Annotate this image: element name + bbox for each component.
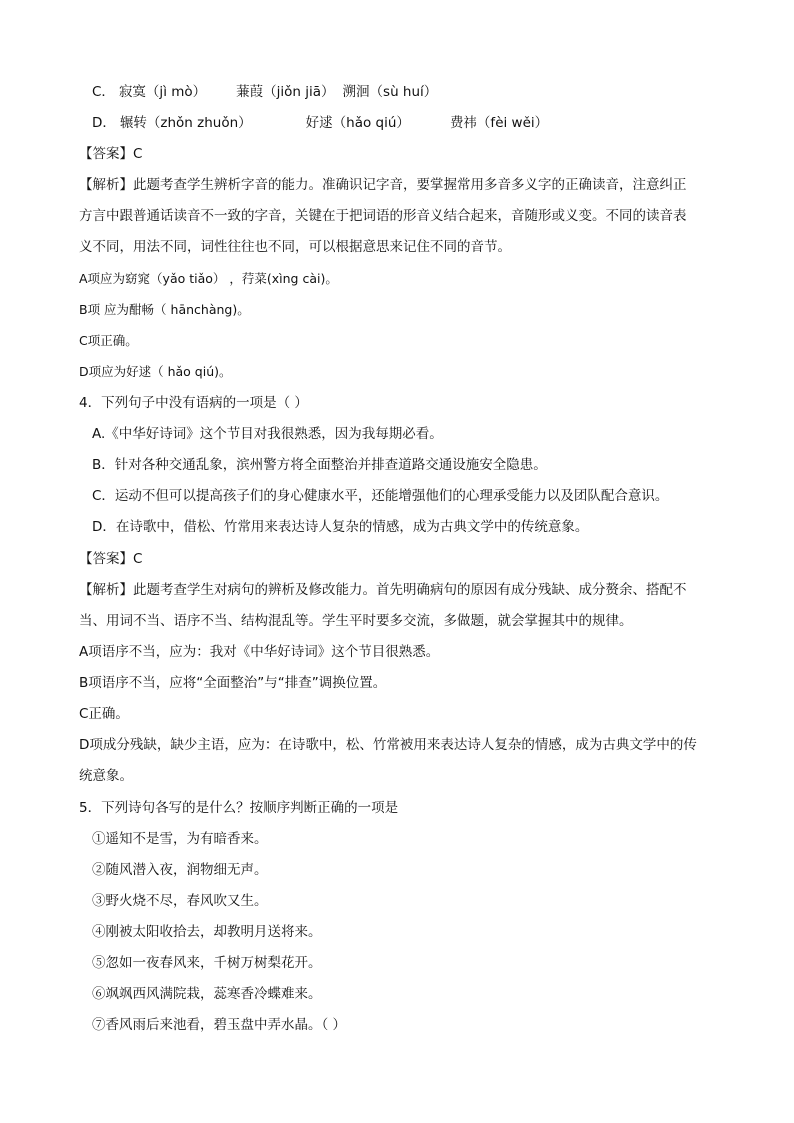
- q5-poem-3: ③野火烧不尽，春风吹又生。: [92, 893, 268, 909]
- q5-poem-5: ⑤忽如一夜春风来，千树万树梨花开。: [92, 955, 322, 971]
- q4-explain-b: B项语序不当，应将“全面整治”与“排查”调换位置。: [79, 675, 387, 691]
- q4-explain-c: C正确。: [79, 706, 129, 722]
- q5-poem-2: ②随风潜入夜，润物细无声。: [92, 862, 268, 878]
- q3-explain-a: A项应为窈窕（yǎo tiǎo） ，荇菜(xìng cài)。: [79, 271, 338, 286]
- q3-option-c-label: C．: [92, 84, 115, 100]
- q4-option-c: C．运动不但可以提高孩子们的身心健康水平，还能增强他们的心理承受能力以及团队配合意识。: [92, 488, 669, 504]
- q4-option-b: B．针对各种交通乱象，滨州警方将全面整治并排查道路交通设施安全隐患。: [92, 457, 547, 473]
- q5-poem-6: ⑥飒飒西风满院栽，蕊寒香冷蝶难来。: [92, 986, 322, 1002]
- q5-poem-4: ④刚被太阳收拾去，却教明月送将来。: [92, 924, 322, 940]
- q3-option-d-word-1: 辗转（zhǒn zhuǒn）: [119, 115, 252, 131]
- q4-explain-d-line-1: D项成分残缺，缺少主语，应为：在诗歌中，松、竹常被用来表达诗人复杂的情感，成为古典文学中的传: [79, 737, 697, 753]
- q3-option-d-word-2: 好逑（hǎo qiú）: [305, 115, 410, 131]
- q5-poem-7: ⑦香风雨后来池看，碧玉盘中弄水晶。（ ）: [92, 1017, 347, 1033]
- q3-analysis-line-3: 义不同，用法不同，词性往往也不同，可以根据意思来记住不同的音节。: [79, 239, 511, 255]
- q3-option-d: [92, 113, 548, 133]
- q4-explain-a: A项语序不当，应为：我对《中华好诗词》这个节目很熟悉。: [79, 644, 440, 660]
- q4-option-d: D．在诗歌中，借松、竹常用来表达诗人复杂的情感，成为古典文学中的传统意象。: [92, 519, 589, 535]
- q4-option-a: A.《中华好诗词》这个节目对我很熟悉，因为我每期必看。: [92, 426, 443, 442]
- q4-analysis-line-2: 当、用词不当、语序不当、结构混乱等。学生平时要多交流，多做题，就会掌握其中的规律。: [79, 613, 633, 629]
- q3-option-d-label: D．: [92, 115, 116, 131]
- q3-option-c-word-1: 寂寞（jì mò）: [118, 84, 207, 100]
- q4-question: 4．下列句子中没有语病的一项是（ ）: [79, 395, 308, 411]
- q3-option-c: [92, 82, 437, 102]
- q5-question: 5．下列诗句各写的是什么？按顺序判断正确的一项是: [79, 800, 399, 816]
- q3-option-d-word-3: 费祎（fèi wěi）: [449, 115, 549, 131]
- q3-explain-d: D项应为好逑（ hǎo qiú)。: [79, 364, 232, 379]
- q4-analysis-line-1: 【解析】此题考查学生对病句的辨析及修改能力。首先明确病句的原因有成分残缺、成分赘余、搭配不: [79, 582, 687, 598]
- q4-answer: 【答案】C: [79, 551, 143, 567]
- q3-answer: 【答案】C: [79, 146, 143, 162]
- q3-analysis-line-2: 方言中跟普通话读音不一致的字音，关键在于把词语的形音义结合起来，音随形或义变。不同的读音表: [79, 208, 687, 224]
- q5-poem-1: ①遥知不是雪，为有暗香来。: [92, 831, 268, 847]
- q3-option-c-word-3: 溯洄（sù huí）: [342, 84, 438, 100]
- q3-explain-c: C项正确。: [79, 333, 138, 348]
- q4-explain-d-line-2: 统意象。: [79, 768, 133, 784]
- q3-option-c-word-2: 蒹葭（jiǒn jiā）: [236, 84, 335, 100]
- q3-analysis-line-1: 【解析】此题考查学生辨析字音的能力。准确识记字音，要掌握常用多音多义字的正确读音，注意纠正: [79, 177, 687, 193]
- q3-explain-b: B项 应为酣畅（ hānchàng)。: [79, 302, 250, 317]
